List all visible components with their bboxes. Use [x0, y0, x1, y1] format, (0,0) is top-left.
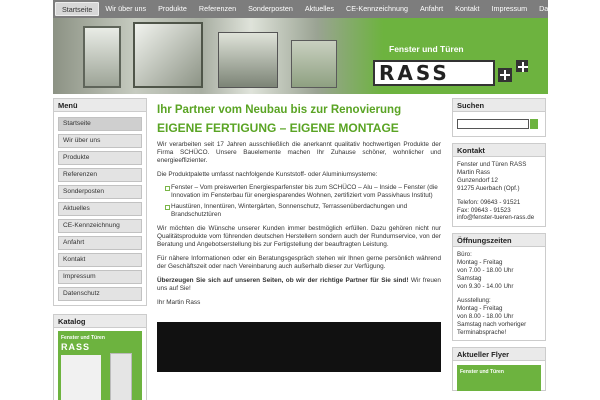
header-photo — [53, 18, 383, 94]
search-input[interactable] — [457, 119, 529, 129]
sidebar-item-ce-kennzeichnung[interactable]: CE-Kennzeichnung — [58, 219, 142, 233]
hours-line: Montag - Freitag — [457, 304, 503, 312]
cross-icon — [498, 68, 512, 82]
sidebar-item-wir-ueber-uns[interactable]: Wir über uns — [58, 134, 142, 148]
topnav-impressum[interactable]: Impressum — [491, 4, 528, 13]
service-paragraph: Wir möchten die Wünsche unserer Kunden immer bestmöglich erfüllen. Dazu gehören nicht nur Qualitätsprodukte vom führenden deutschen Herstellern sondern auch der Rundumservice, von der Beratung und Angebotserstellung bis zur Fertigstellung der beauftragten Leistung. — [157, 224, 441, 248]
sidebar-item-kontakt[interactable]: Kontakt — [58, 253, 142, 267]
topnav-referenzen[interactable]: Referenzen — [198, 4, 237, 13]
main-content — [157, 104, 441, 372]
sidebar-item-datenschutz[interactable]: Datenschutz — [58, 287, 142, 301]
topnav-sonderposten[interactable]: Sonderposten — [248, 4, 293, 13]
kontakt-line: Martin Rass — [457, 168, 491, 176]
cross-icon — [516, 60, 528, 72]
sidebar-item-aktuelles[interactable]: Aktuelles — [58, 202, 142, 216]
door-image — [61, 355, 101, 400]
hours-line: von 9.30 - 14.00 Uhr — [457, 282, 514, 290]
hours-line: Terminabsprache! — [457, 328, 507, 336]
topnav-produkte[interactable]: Produkte — [158, 4, 187, 13]
flyer-label: Fenster und Türen — [460, 369, 504, 376]
window-image — [133, 22, 203, 88]
hours-line: Montag - Freitag — [457, 259, 503, 267]
side-menu — [53, 112, 147, 306]
sidebar-item-startseite[interactable]: Startseite — [58, 117, 142, 131]
hours-line: von 7.00 - 18.00 Uhr — [457, 267, 514, 275]
info-paragraph: Für nähere Informationen oder ein Beratungsgespräch stehen wir Ihnen gerne persönlich während der Geschäftszeit oder nach Vereinbarung auch außerhalb dieser zur Verfügung. — [157, 255, 441, 271]
hours-line: Samstag — [457, 275, 482, 283]
topnav-aktuelles[interactable]: Aktuelles — [304, 4, 335, 13]
flyer-box — [452, 347, 546, 391]
closing-bold: Überzeugen Sie sich auf unseren Seiten, ob wir der richtige Partner für Sie sind! — [157, 277, 409, 285]
hours-line: Ausstellung: — [457, 296, 491, 304]
kontakt-line: Gunzendorf 12 — [457, 176, 498, 184]
kontakt-email-link[interactable]: info@fenster-tueren-rass.de — [457, 214, 535, 222]
video-player[interactable] — [157, 322, 441, 372]
list-item: Fenster – Vom preiswerten Energiesparfenster bis zum SCHÜCO – Alu – Inside – Fenster (die Innovation im Fensterbau für energiesparendes Wohnen, zertifiziert vom Passivhaus Institut) — [165, 184, 441, 200]
hours-line: Samstag nach vorheriger — [457, 320, 527, 328]
search-box — [452, 98, 546, 137]
door-image — [110, 353, 132, 400]
product-intro: Die Produktpalette umfasst nachfolgende Kunststoff- oder Aluminiumsysteme: — [157, 171, 378, 179]
closing-paragraph — [157, 277, 441, 293]
rass-logo[interactable] — [373, 60, 538, 88]
sidebar-item-impressum[interactable]: Impressum — [58, 270, 142, 284]
hours-line: Büro: — [457, 251, 472, 259]
oeffnungszeiten-box — [452, 233, 546, 341]
flyer-heading: Aktueller Flyer — [452, 347, 546, 361]
topnav-anfahrt[interactable]: Anfahrt — [419, 4, 444, 13]
hours-line: von 8.00 - 18.00 Uhr — [457, 312, 514, 320]
right-sidebar — [452, 98, 546, 397]
katalog-box — [53, 314, 147, 400]
topnav-wir-ueber-uns[interactable]: Wir über uns — [105, 4, 147, 13]
window-image — [291, 40, 337, 88]
katalog-heading: Katalog — [53, 314, 147, 328]
sidebar-item-referenzen[interactable]: Referenzen — [58, 168, 142, 182]
menu-heading: Menü — [53, 98, 147, 112]
kontakt-line: 91275 Auerbach (Opf.) — [457, 184, 520, 192]
list-item: Haustüren, Innentüren, Wintergärten, Sonnenschutz, Terrassenüberdachungen und Brandschutztüren — [165, 203, 441, 219]
sidebar-item-produkte[interactable]: Produkte — [58, 151, 142, 165]
window-image — [83, 26, 121, 88]
sidebar-item-sonderposten[interactable]: Sonderposten — [58, 185, 142, 199]
product-list — [157, 184, 441, 218]
kontakt-line: Fenster und Türen RASS — [457, 161, 527, 168]
page-title: Ihr Partner vom Neubau bis zur Renovierung — [157, 104, 402, 116]
page-subtitle: EIGENE FERTIGUNG – EIGENE MONTAGE — [157, 121, 399, 135]
header-title: Fenster und Türen — [389, 44, 464, 54]
kontakt-fax: Fax: 09643 - 91523 — [457, 206, 511, 214]
signature: Ihr Martin Rass — [157, 299, 201, 307]
window-image — [218, 32, 278, 88]
page — [53, 0, 580, 400]
closing-rest: Wir freuen uns auf Sie! — [157, 277, 441, 293]
header-banner — [53, 18, 548, 94]
logo-text: RASS — [379, 61, 450, 85]
katalog-logo: RASS — [61, 342, 91, 352]
topnav-datenschutz[interactable]: Datenschutz — [539, 4, 580, 13]
flyer-image[interactable] — [457, 365, 541, 391]
search-heading: Suchen — [452, 98, 546, 112]
search-button[interactable] — [530, 119, 538, 129]
top-navigation — [53, 0, 580, 18]
topnav-kontakt[interactable]: Kontakt — [455, 4, 480, 13]
topnav-startseite[interactable]: Startseite — [55, 2, 99, 16]
katalog-image[interactable] — [58, 331, 142, 400]
kontakt-box — [452, 143, 546, 227]
kontakt-phone: Telefon: 09643 - 91521 — [457, 198, 521, 206]
kontakt-heading: Kontakt — [452, 143, 546, 157]
sidebar-item-anfahrt[interactable]: Anfahrt — [58, 236, 142, 250]
left-sidebar — [53, 98, 147, 400]
katalog-label: Fenster und Türen — [61, 335, 105, 341]
oeffnungszeiten-heading: Öffnungszeiten — [452, 233, 546, 247]
intro-paragraph: Wir verarbeiten seit 17 Jahren ausschließlich die anerkannt qualitativ hochwertigen Produkte der Firma SCHÜCO. Unsere Bauelemente machen Ihr Zuhause schöner, wohnlicher und energieeffizienter. — [157, 141, 441, 165]
topnav-ce-kennzeichnung[interactable]: CE-Kennzeichnung — [346, 4, 408, 13]
